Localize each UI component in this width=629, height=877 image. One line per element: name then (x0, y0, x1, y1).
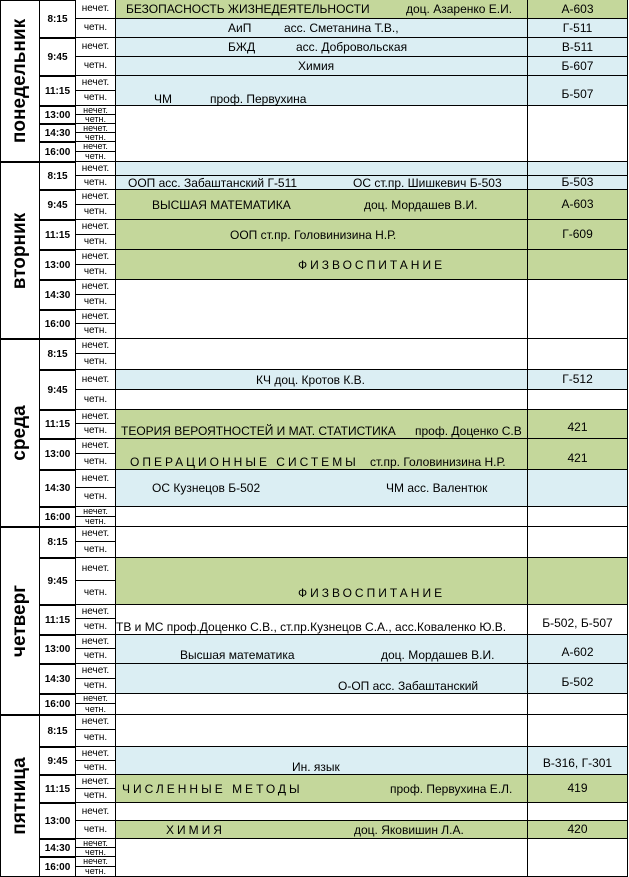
lesson-cell (116, 176, 527, 190)
week-parity-label: нечет. (76, 250, 116, 265)
week-parity-label: нечет. (76, 162, 116, 176)
time-slot: 14:30 (40, 280, 76, 310)
week-parity-label: четн. (76, 295, 116, 310)
lesson-text: ООП асс. Забаштанский Г-511 (128, 176, 298, 190)
lesson-cell (116, 38, 527, 57)
lesson-text: проф. Первухина Е.Л. (390, 781, 513, 796)
week-parity-label: нечет. (76, 803, 116, 821)
room-cell: 420 (527, 821, 628, 839)
time-slot: 9:45 (40, 558, 76, 605)
room-cell (527, 803, 628, 821)
room-cell (527, 507, 628, 527)
week-parity-label: нечет. (76, 38, 116, 57)
lesson-text: проф. Первухина (210, 91, 307, 106)
week-parity-label: нечет. (76, 410, 116, 424)
lesson-cell (116, 439, 527, 470)
day-label (0, 162, 40, 339)
week-parity-label: четн. (76, 152, 116, 162)
lesson-text: доц. Мордашев В.И. (364, 197, 478, 212)
room-cell (527, 527, 628, 558)
week-parity-label: нечет. (76, 664, 116, 679)
lesson-cell (116, 76, 527, 106)
lesson-text: БЕЗОПАСНОСТЬ ЖИЗНЕДЕЯТЕЛЬНОСТИ (126, 2, 370, 16)
time-slot: 8:15 (40, 0, 76, 38)
week-parity-label: четн. (76, 488, 116, 507)
time-slot: 8:15 (40, 527, 76, 558)
lesson-text: ЧИСЛЕННЫЕ МЕТОДЫ (122, 781, 303, 796)
lesson-text: доц. Азаренко Е.И. (406, 2, 513, 16)
lesson-text: ВЫСШАЯ МАТЕМАТИКА (152, 197, 291, 212)
room-cell: Б-503 (527, 176, 628, 190)
time-slot: 14:30 (40, 470, 76, 507)
room-cell: 421 (527, 439, 628, 470)
lesson-cell (116, 635, 527, 664)
week-parity-label: нечет. (76, 124, 116, 133)
lesson-cell (116, 390, 527, 410)
lesson-cell (116, 162, 527, 176)
lesson-cell (116, 527, 527, 558)
room-cell: Б-502, Б-507 (527, 605, 628, 635)
room-cell: В-316, Г-301 (527, 747, 628, 775)
room-cell (527, 339, 628, 370)
week-parity-label: нечет. (76, 76, 116, 91)
week-parity-label: четн. (76, 19, 116, 38)
lesson-cell (116, 821, 527, 839)
week-parity-label: нечет. (76, 310, 116, 324)
room-cell: В-511 (527, 38, 628, 57)
week-parity-label: четн. (76, 821, 116, 839)
week-parity-label: четн. (76, 454, 116, 470)
time-slot: 16:00 (40, 507, 76, 527)
time-slot: 9:45 (40, 38, 76, 76)
room-cell: Б-507 (527, 76, 628, 106)
lesson-text: ОС ст.пр. Шишкевич Б-503 (353, 176, 502, 190)
week-parity-label: четн. (76, 235, 116, 250)
room-cell: А-603 (527, 190, 628, 220)
lesson-cell (116, 410, 527, 439)
week-parity-label: нечет. (76, 470, 116, 488)
week-parity-label: нечет. (76, 775, 116, 789)
day-name: понедельник (9, 18, 30, 144)
lesson-cell (116, 664, 527, 694)
lesson-text: АиП (228, 21, 252, 35)
lesson-cell (116, 57, 527, 76)
week-parity-label: нечет. (76, 0, 116, 19)
lesson-text: проф. Доценко С.В (415, 424, 522, 438)
time-slot: 13:00 (40, 250, 76, 280)
lesson-cell (116, 106, 527, 162)
week-parity-label: нечет. (76, 370, 116, 390)
week-parity-label: нечет. (76, 605, 116, 619)
room-cell (527, 694, 628, 715)
time-slot: 11:15 (40, 605, 76, 635)
week-parity-label: четн. (76, 265, 116, 280)
lesson-text: Ин. язык (292, 759, 340, 774)
room-cell (527, 470, 628, 507)
week-parity-label: нечет. (76, 839, 116, 848)
room-cell (527, 558, 628, 605)
room-cell: Г-609 (527, 220, 628, 250)
week-parity-label: нечет. (76, 694, 116, 704)
time-slot: 14:30 (40, 839, 76, 857)
week-parity-label: нечет. (76, 747, 116, 761)
day-name: среда (9, 405, 30, 461)
lesson-cell (116, 190, 527, 220)
lesson-text: Химия (298, 59, 335, 73)
lesson-cell (116, 0, 527, 19)
room-cell (527, 390, 628, 410)
lesson-text: КЧ доц. Кротов К.В. (256, 372, 366, 387)
room-cell: 419 (527, 775, 628, 803)
lesson-cell (116, 250, 527, 280)
time-slot: 9:45 (40, 747, 76, 775)
week-parity-label: четн. (76, 581, 116, 605)
time-slot: 11:15 (40, 76, 76, 106)
week-parity-label: четн. (76, 354, 116, 370)
lesson-cell (116, 470, 527, 507)
week-parity-label: нечет. (76, 558, 116, 581)
week-parity-label: нечет. (76, 439, 116, 454)
lesson-text: ОПЕРАЦИОННЫЕ СИСТЕМЫ (130, 455, 359, 469)
time-slot: 16:00 (40, 310, 76, 339)
lesson-cell (116, 715, 527, 747)
room-cell: Г-511 (527, 19, 628, 38)
lesson-text: асс. Сметанина Т.В., (284, 21, 399, 35)
room-cell (527, 162, 628, 176)
lesson-cell (116, 370, 527, 390)
lesson-text: ФИЗВОСПИТАНИЕ (298, 586, 446, 600)
time-slot: 11:15 (40, 410, 76, 439)
time-slot: 9:45 (40, 190, 76, 220)
room-cell: А-603 (527, 0, 628, 19)
lesson-cell (116, 507, 527, 527)
time-slot: 11:15 (40, 775, 76, 803)
week-parity-label: нечет. (76, 507, 116, 517)
week-parity-label: четн. (76, 619, 116, 635)
lesson-text: ЧМ асс. Валентюк (386, 481, 488, 495)
lesson-cell (116, 19, 527, 38)
lesson-cell (116, 605, 527, 635)
day-label (0, 715, 40, 877)
week-parity-label: четн. (76, 679, 116, 694)
lesson-cell (116, 803, 527, 821)
week-parity-label: четн. (76, 91, 116, 106)
lesson-text: ООП ст.пр. Головинизина Н.Р. (230, 227, 397, 242)
lesson-text: ОС Кузнецов Б-502 (152, 481, 261, 495)
lesson-text: Высшая математика (180, 648, 295, 662)
week-parity-label: четн. (76, 324, 116, 339)
lesson-text: О-ОП асс. Забаштанский (338, 678, 479, 693)
lesson-text: ТЕОРИЯ ВЕРОЯТНОСТЕЙ И МАТ. СТАТИСТИКА (121, 424, 396, 438)
week-parity-label: четн. (76, 730, 116, 747)
week-parity-label: нечет. (76, 106, 116, 115)
week-parity-label: четн. (76, 115, 116, 124)
week-parity-label: четн. (76, 789, 116, 803)
time-slot: 8:15 (40, 339, 76, 370)
week-parity-label: четн. (76, 205, 116, 220)
lesson-text: ХИМИЯ (166, 822, 225, 837)
day-label (0, 0, 40, 162)
room-cell (527, 106, 628, 162)
lesson-text: ст.пр. Головинизина Н.Р. (370, 455, 506, 469)
day-label (0, 339, 40, 527)
week-parity-label: четн. (76, 848, 116, 857)
week-parity-label: нечет. (76, 280, 116, 295)
lesson-text: ТВ и МС проф.Доценко С.В., ст.пр.Кузнецов С.А., асс.Коваленко Ю.В. (116, 619, 507, 634)
week-parity-label: четн. (76, 867, 116, 877)
week-parity-label: нечет. (76, 715, 116, 730)
time-slot: 9:45 (40, 370, 76, 410)
week-parity-label: четн. (76, 57, 116, 76)
lesson-text: асс. Добровольская (296, 40, 408, 54)
time-slot: 14:30 (40, 124, 76, 142)
time-slot: 14:30 (40, 664, 76, 694)
week-parity-label: четн. (76, 176, 116, 190)
lesson-cell (116, 747, 527, 775)
lesson-cell (116, 839, 527, 877)
lesson-text: доц. Яковишин Л.А. (354, 822, 464, 837)
week-parity-label: нечет. (76, 635, 116, 649)
day-name: четверг (9, 584, 30, 658)
time-slot: 13:00 (40, 803, 76, 839)
room-cell: А-602 (527, 635, 628, 664)
room-cell (527, 250, 628, 280)
week-parity-label: нечет. (76, 857, 116, 867)
lesson-cell (116, 280, 527, 339)
time-slot: 16:00 (40, 857, 76, 877)
lesson-text: БЖД (228, 40, 256, 54)
lesson-cell (116, 775, 527, 803)
time-slot: 8:15 (40, 715, 76, 747)
room-cell: Б-607 (527, 57, 628, 76)
day-name: пятница (9, 757, 30, 835)
lesson-cell (116, 339, 527, 370)
lesson-text: доц. Мордашев В.И. (381, 648, 495, 662)
time-slot: 16:00 (40, 142, 76, 162)
lesson-cell (116, 694, 527, 715)
week-parity-label: четн. (76, 704, 116, 715)
week-parity-label: нечет. (76, 142, 116, 152)
room-cell (527, 280, 628, 339)
week-parity-label: четн. (76, 542, 116, 558)
time-slot: 13:00 (40, 439, 76, 470)
time-slot: 8:15 (40, 162, 76, 190)
lesson-cell (116, 558, 527, 605)
week-parity-label: четн. (76, 649, 116, 664)
week-parity-label: четн. (76, 761, 116, 775)
room-cell: 421 (527, 410, 628, 439)
time-slot: 16:00 (40, 694, 76, 715)
week-parity-label: четн. (76, 390, 116, 410)
room-cell (527, 839, 628, 877)
week-parity-label: нечет. (76, 190, 116, 205)
room-cell: Б-502 (527, 664, 628, 694)
time-slot: 11:15 (40, 220, 76, 250)
time-slot: 13:00 (40, 106, 76, 124)
week-parity-label: нечет. (76, 339, 116, 354)
week-parity-label: четн. (76, 424, 116, 439)
week-parity-label: четн. (76, 517, 116, 527)
week-parity-label: нечет. (76, 220, 116, 235)
lesson-cell (116, 220, 527, 250)
lesson-text: ЧМ (154, 91, 172, 106)
time-slot: 13:00 (40, 635, 76, 664)
room-cell (527, 715, 628, 747)
day-label (0, 527, 40, 715)
week-parity-label: нечет. (76, 527, 116, 542)
lesson-text: ФИЗВОСПИТАНИЕ (298, 257, 446, 272)
week-parity-label: четн. (76, 133, 116, 142)
room-cell: Г-512 (527, 370, 628, 390)
day-name: вторник (9, 212, 30, 289)
